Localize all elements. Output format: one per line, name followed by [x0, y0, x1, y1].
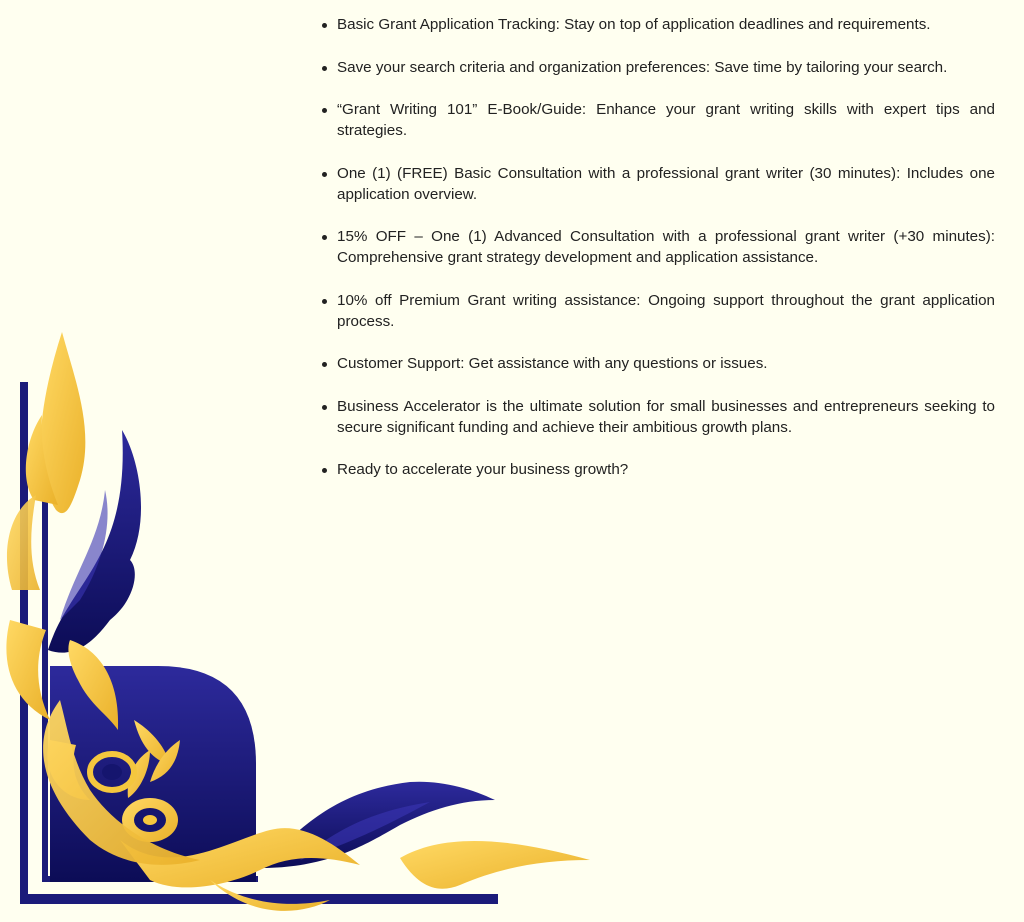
list-item: One (1) (FREE) Basic Consultation with a professional grant writer (30 minutes): Includes one application overview. [319, 163, 995, 205]
list-item: Save your search criteria and organization preferences: Save time by tailoring your search. [319, 57, 995, 78]
list-item: “Grant Writing 101” E-Book/Guide: Enhance your grant writing skills with expert tips and strategies. [319, 99, 995, 141]
list-item: 15% OFF – One (1) Advanced Consultation with a professional grant writer (+30 minutes): Comprehensive grant strategy development and application assistance. [319, 226, 995, 268]
list-item: Customer Support: Get assistance with any questions or issues. [319, 353, 995, 374]
list-item: Basic Grant Application Tracking: Stay on top of application deadlines and requirements. [319, 14, 995, 35]
list-item: 10% off Premium Grant writing assistance: Ongoing support throughout the grant application process. [319, 290, 995, 332]
feature-list [319, 14, 995, 502]
list-item: Business Accelerator is the ultimate solution for small businesses and entrepreneurs seeking to secure significant funding and achieve their ambitious growth plans. [319, 396, 995, 438]
list-item: Ready to accelerate your business growth? [319, 459, 995, 480]
